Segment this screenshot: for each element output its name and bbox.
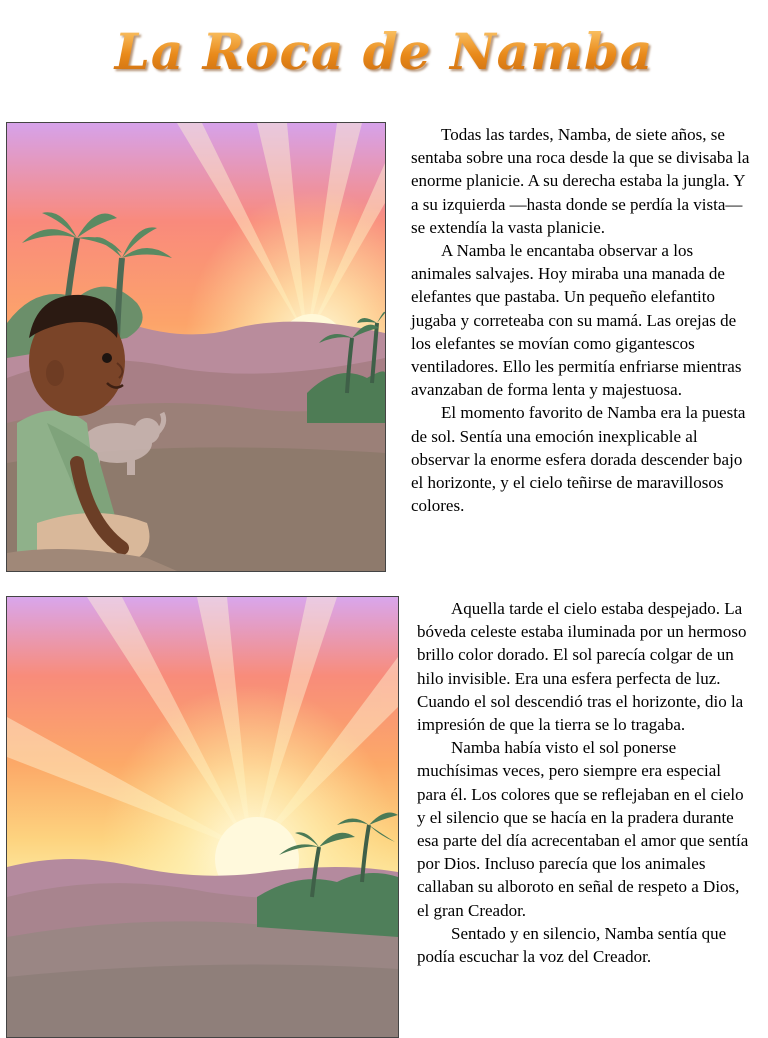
story-column-1 bbox=[411, 123, 756, 517]
paragraph: Aquella tarde el cielo estaba despejado. La bóveda celeste estaba iluminada por un hermoso brillo color dorado. El sol parecía colgar de un hilo invisible. Era una esfera perfecta de luz. Cuando el sol descendió tras el horizonte, dio la impresión de que la tierra se lo tragaba. bbox=[417, 599, 747, 735]
paragraph: Namba había visto el sol ponerse muchísimas veces, pero siempre era especial para él. Los colores que se reflejaban en el cielo y el silencio que se hacía en la pradera durante esa parte del día acrecentaban el amor que sentía por Dios. Incluso parecía que los animales callaban su alboroto en señal de respeto a Dios, el gran Creador. bbox=[417, 738, 749, 920]
paragraph: A Namba le encantaba observar a los animales salvajes. Hoy miraba una manada de elefantes que pastaba. Un pequeño elefantito jugaba y correteaba con su mamá. Las orejas de los elefantes se movían como gigantescos ventiladores. Ello les permitía enfriarse mientras avanzaban de forma lenta y majestuosa. bbox=[411, 241, 742, 400]
illustration-sunset-landscape bbox=[6, 596, 399, 1038]
paragraph: Todas las tardes, Namba, de siete años, se sentaba sobre una roca desde la que se divisaba la enorme planicie. A su derecha estaba la jungla. Y a su izquierda —hasta donde se perdía la vista— se extendía la vasta planicie. bbox=[411, 125, 750, 237]
paragraph: Sentado y en silencio, Namba sentía que podía escuchar la voz del Creador. bbox=[417, 923, 727, 967]
story-column-2 bbox=[417, 597, 750, 968]
paragraph: El momento favorito de Namba era la puesta de sol. Sentía una emoción inexplicable al observar la enorme esfera dorada descender bajo el horizonte, y el cielo teñirse de maravillosos colores. bbox=[411, 403, 746, 516]
page-title: La Roca de Namba bbox=[0, 22, 768, 81]
illustration-namba-sunset bbox=[6, 122, 386, 572]
